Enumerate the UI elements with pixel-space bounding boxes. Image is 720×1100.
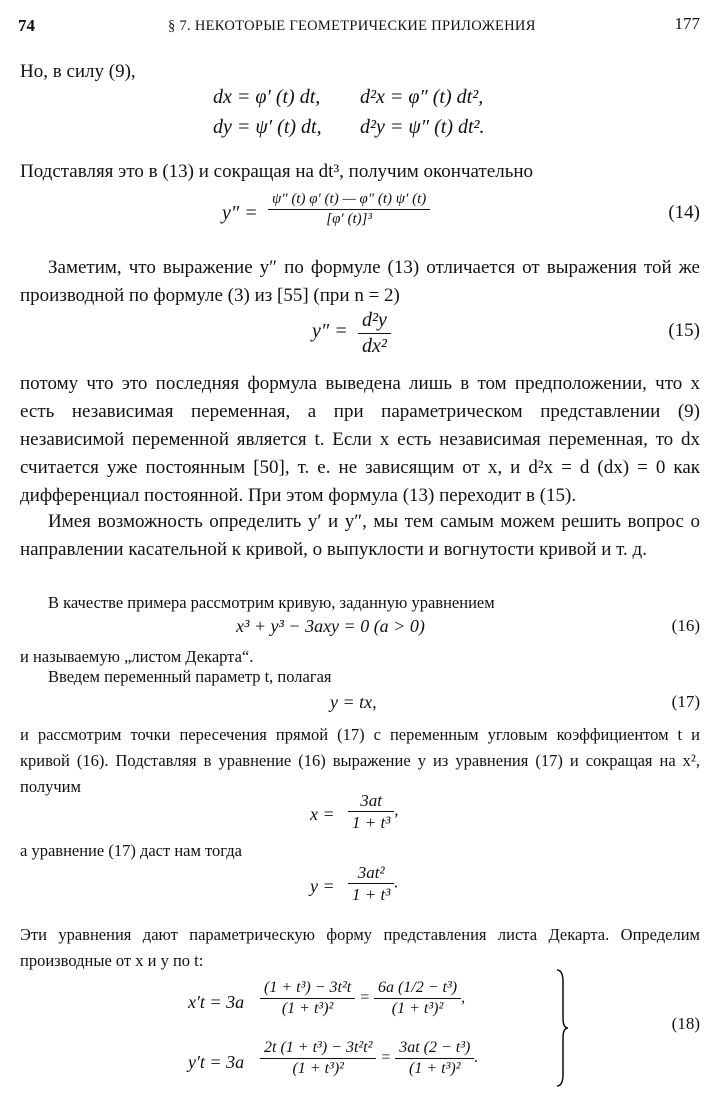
equation-17-body: y = tx, xyxy=(330,692,377,712)
book-page: 74 § 7. НЕКОТОРЫЕ ГЕОМЕТРИЧЕСКИЕ ПРИЛОЖЕНИЯ 177 Но, в силу (9), dx = φ′ (t) dt, d²x = φ″ (t) dt², dy = ψ′ (t) dt, d²y = ψ″ (t) dt². Подставляя это в (13) и сокращая на dt³, получим окончательно y″ = $\frac{\psi'' (t) \varphi' (t) — \varphi'' (t) \psi' (t)}{\text{[φ′ (t)]³}}$ (14) Заметим, что выражение y″ по формуле (13) отличается от выражения той же производной по формуле (3) из [55] (при n = 2) y″ = $\frac{\text{d²y}}{\text{dx²}}$ (15) потому что это последняя формула выведена лишь в том предположении, что x есть независимая переменная, а при параметрическом представлении (9) независимой переменной является t. Если x есть независимая переменная, то dx считается уже постоянным [50], т. е. не зависящим от x, и d²x = d (dx) = 0 как дифференциал постоянной. При этом формула (13) переходит в (15). Имея возможность определить y′ и y″, мы тем самым можем решить вопрос о направлении касательной к кривой, о выпуклости и вогнутости кривой и т. д. В качестве примера рассмотрим кривую, заданную уравнением x³ + y³ − 3axy = 0 (a > 0) (16) и называемую „листом Декарта“. Введем переменный параметр t, полагая y = tx, (17) и рассмотрим точки пересечения прямой (17) с переменным угловым коэффициентом t и кривой (16). Подставляя в уравнение (16) выражение y из уравнения (17) и сокращая на x², получим x = $\frac{3at}{\text{1 + t³}}$ , а уравнение (17) даст нам тогда y = $\frac{\text{3at²}}{\text{1 + t³}}$ . Эти уравнения дают параметрическую форму представления листа Декарта. Определим производные от x и y по t: x′t = 3a $\frac{\text{(1 + t³) − 3t²t}}{\text{(1 + t³)²}}$ = $\frac{\text{6a (1/2 − t³)}}{\text{(1 + t³)²}}$ , y′t = 3a $\frac{\text{2t (1 + t³) − 3t²t²}}{\text{(1 + t³)²}}$ = $\frac{\text{3at (2 − t³)}}{\text{(1 + t³)²}}$ . (18) xyxy=(0,0,720,1100)
equation-18-row-1-denominator-2: (1 + t³)² xyxy=(391,1000,444,1017)
right-brace-icon xyxy=(555,968,569,1088)
paragraph-8: Введем переменный параметр t, полагая xyxy=(48,667,332,686)
paragraph-3: Заметим, что выражение y″ по формуле (13) отличается от выражения той же производной по формуле (3) из [55] (при n = 2) xyxy=(20,257,700,306)
paragraph-6: В качестве примера рассмотрим кривую, заданную уравнением xyxy=(48,593,495,612)
equation-14-lhs: y″ = xyxy=(222,202,258,224)
equation-18-row-2-fraction-1 xyxy=(260,1038,376,1079)
equation-15-numerator: d²y xyxy=(358,308,391,334)
equation-dx-rhs: d²x = φ″ (t) dt², xyxy=(360,86,484,108)
equation-18-row-1-fraction-2 xyxy=(374,978,461,1019)
paragraph-7: и называемую „листом Декарта“. xyxy=(20,647,254,666)
equation-14-denominator: [φ′ (t)]³ xyxy=(326,210,372,227)
paragraph-1: Но, в силу (9), xyxy=(20,61,136,82)
page-number-left: 74 xyxy=(18,16,35,35)
paragraph-4: потому что это последняя формула выведена лишь в том предположении, что x есть независимая переменная, а при параметрическом представлении (9) независимой переменной является t. Если x есть независимая переменная, то dx считается уже постоянным [50], т. е. не зависящим от x, и d²x = d (dx) = 0 как дифференциал постоянной. При этом формула (13) переходит в (15). xyxy=(20,373,700,506)
equation-18-number: (18) xyxy=(671,1014,700,1033)
paragraph-5: Имея возможность определить y′ и y″, мы тем самым можем решить вопрос о направлении касательной к кривой, о выпуклости и вогнутости кривой и т. д. xyxy=(20,511,700,560)
equation-18-row-1-fraction-1 xyxy=(260,978,355,1019)
equation-y-fraction xyxy=(348,862,394,906)
equation-18-row-1-lhs: x′t = 3a xyxy=(188,992,245,1012)
equation-16-body: x³ + y³ − 3axy = 0 (a > 0) xyxy=(236,616,425,636)
equation-14-fraction xyxy=(268,190,430,229)
equation-dy-rhs: d²y = ψ″ (t) dt². xyxy=(360,116,485,138)
equation-18-row-2-denominator-1: (1 + t³)² xyxy=(292,1060,344,1077)
equation-15-lhs: y″ = xyxy=(312,320,348,342)
page-number-right: 177 xyxy=(674,14,700,33)
equation-15-fraction xyxy=(358,308,391,359)
equation-15-number: (15) xyxy=(668,320,700,341)
paragraph-10: а уравнение (17) даст нам тогда xyxy=(20,841,242,860)
equation-18-row-2-denominator-2: (1 + t³)² xyxy=(409,1060,461,1077)
equation-18-row-2-fraction-2 xyxy=(395,1038,474,1079)
paragraph-2: Подставляя это в (13) и сокращая на dt³, получим окончательно xyxy=(20,161,534,182)
equation-x-numerator: 3at xyxy=(348,790,394,812)
equation-dy-lhs: dy = ψ′ (t) dt, xyxy=(213,116,322,138)
equation-16-number: (16) xyxy=(671,616,700,635)
equation-x-fraction xyxy=(348,790,394,834)
equation-y-lhs: y = xyxy=(310,876,335,896)
equation-15-denominator: dx² xyxy=(362,335,387,357)
equation-14-number: (14) xyxy=(668,202,700,223)
equation-y-denominator: 1 + t³ xyxy=(352,885,391,905)
running-header xyxy=(18,10,700,40)
paragraph-11: Эти уравнения дают параметрическую форму представления листа Декарта. Определим производные от x и y по t: xyxy=(20,925,700,970)
equation-14-numerator: ψ″ (t) φ′ (t) — φ″ (t) ψ′ (t) xyxy=(268,190,430,210)
equation-17-number: (17) xyxy=(671,692,700,711)
equation-18-row-2-numerator-2: 3at (2 − t³) xyxy=(395,1038,474,1059)
equation-dx-lhs: dx = φ′ (t) dt, xyxy=(213,86,321,108)
equation-y-numerator: 3at² xyxy=(348,862,394,884)
equation-18-row-1-numerator-1: (1 + t³) − 3t²t xyxy=(260,978,355,999)
equation-x-lhs: x = xyxy=(310,804,335,824)
equation-18-row-2-numerator-1: 2t (1 + t³) − 3t²t² xyxy=(260,1038,376,1059)
equation-x-denominator: 1 + t³ xyxy=(352,813,391,833)
equation-18-row-1-numerator-2: 6a (1/2 − t³) xyxy=(374,978,461,999)
equation-18-row-2-lhs: y′t = 3a xyxy=(188,1052,245,1072)
equation-18-row-1-denominator-1: (1 + t³)² xyxy=(281,1000,334,1017)
paragraph-9: и рассмотрим точки пересечения прямой (17) с переменным угловым коэффициентом t и кривой (16). Подставляя в уравнение (16) выражение y из уравнения (17) и сокращая на x², получим xyxy=(20,725,700,796)
section-title: § 7. НЕКОТОРЫЕ ГЕОМЕТРИЧЕСКИЕ ПРИЛОЖЕНИЯ xyxy=(168,18,536,34)
